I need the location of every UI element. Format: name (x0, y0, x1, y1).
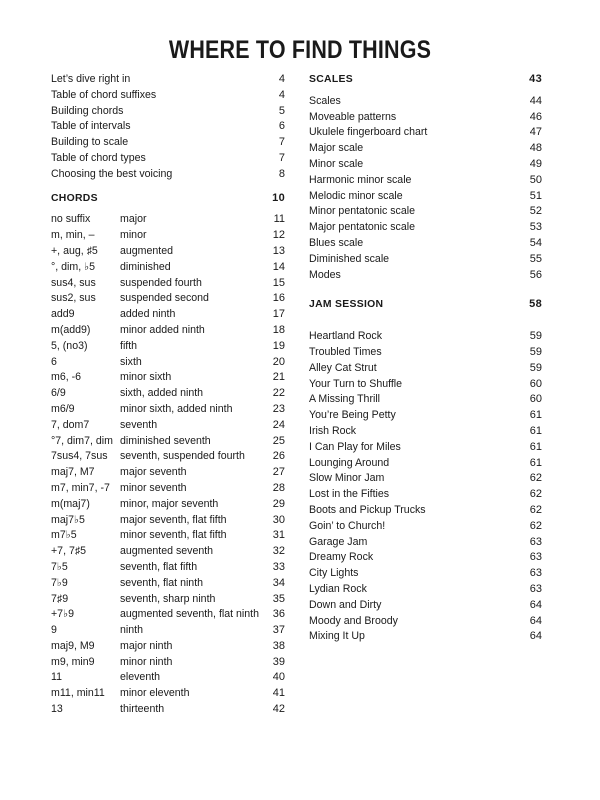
jam-item (309, 392, 542, 408)
jam-item-label: You’re Being Petty (309, 409, 396, 422)
chord-item (51, 260, 285, 276)
chord-page: 22 (272, 387, 285, 400)
chord-symbol: maj7, M7 (51, 466, 95, 479)
chord-page: 27 (272, 466, 285, 479)
jam-item (309, 582, 542, 598)
chord-item (51, 513, 285, 529)
chord-page: 32 (272, 545, 285, 558)
chord-name: major (120, 213, 147, 226)
intro-item (51, 72, 285, 88)
intro-item (51, 88, 285, 104)
chord-name: minor ninth (120, 655, 173, 668)
chord-page: 41 (272, 687, 285, 700)
scale-item (309, 157, 542, 173)
chord-page: 25 (272, 434, 285, 447)
chord-item (51, 339, 285, 355)
scale-item-page: 44 (529, 94, 542, 107)
page-title: WHERE TO FIND THINGS (168, 36, 432, 64)
chord-symbol: m11, min11 (51, 687, 105, 700)
chord-symbol: 6 (51, 355, 57, 368)
chord-name: seventh, flat fifth (120, 560, 198, 573)
left-column (51, 72, 285, 718)
chord-name: augmented seventh (120, 545, 214, 558)
jam-item-label: Lydian Rock (309, 582, 367, 595)
scale-item (309, 220, 542, 236)
scale-item-label: Scales (309, 94, 341, 107)
chord-item (51, 592, 285, 608)
jam-item-label: Boots and Pickup Trucks (309, 503, 426, 516)
chord-name: minor sixth (120, 371, 172, 384)
chord-name: added ninth (120, 308, 176, 321)
chords-section-heading (51, 191, 285, 207)
chord-item (51, 465, 285, 481)
intro-item-page: 8 (278, 167, 285, 180)
jam-item-label: Slow Minor Jam (309, 472, 385, 485)
chords-list (51, 212, 285, 718)
chord-symbol: m7♭5 (51, 529, 77, 542)
chord-page: 19 (272, 339, 285, 352)
scale-item-page: 56 (529, 268, 542, 281)
jam-item-page: 62 (529, 503, 542, 516)
chord-page: 18 (272, 323, 285, 336)
jam-item-page: 59 (529, 330, 542, 343)
scales-heading-page: 43 (529, 73, 542, 85)
intro-item (51, 119, 285, 135)
chord-symbol: sus2, sus (51, 292, 96, 305)
intro-item-page: 7 (278, 136, 285, 149)
chord-symbol: 7♭5 (51, 560, 68, 573)
chord-symbol: 11 (51, 671, 62, 684)
chord-symbol: m9, min9 (51, 655, 95, 668)
intro-item (51, 151, 285, 167)
jam-item (309, 550, 542, 566)
chord-page: 34 (272, 576, 285, 589)
jam-heading-page: 58 (529, 298, 542, 311)
chord-name: suspended second (120, 292, 209, 305)
chord-item (51, 528, 285, 544)
chord-symbol: m(maj7) (51, 497, 90, 510)
chord-name: minor seventh, flat fifth (120, 529, 227, 542)
chord-symbol: m(add9) (51, 323, 91, 336)
chord-symbol: +7, 7♯5 (51, 545, 87, 558)
chord-symbol: +, aug, ♯5 (51, 244, 98, 257)
chord-name: major ninth (120, 639, 173, 652)
chord-page: 28 (272, 481, 285, 494)
chord-item (51, 244, 285, 260)
intro-item-label: Building to scale (51, 136, 129, 149)
intro-item-label: Table of chord suffixes (51, 88, 157, 101)
intro-item-page: 4 (278, 73, 285, 85)
scale-item-label: Moveable patterns (309, 110, 397, 123)
intro-item-page: 5 (278, 104, 285, 117)
intro-item-page: 6 (278, 120, 285, 133)
chord-symbol: +7♭9 (51, 608, 74, 621)
intro-item (51, 135, 285, 151)
jam-item-page: 63 (529, 582, 542, 595)
scale-item (309, 141, 542, 157)
scale-item-label: Major pentatonic scale (309, 221, 415, 234)
jam-item-label: Garage Jam (309, 535, 368, 548)
chord-item (51, 418, 285, 434)
jam-item (309, 503, 542, 519)
intro-item (51, 167, 285, 183)
jam-item-page: 63 (529, 535, 542, 548)
scale-item-page: 52 (529, 205, 542, 218)
jam-item-page: 64 (529, 614, 542, 627)
chord-item (51, 402, 285, 418)
intro-item-label: Table of chord types (51, 151, 146, 164)
jam-item (309, 535, 542, 551)
jam-item (309, 440, 542, 456)
chord-name: seventh, sharp ninth (120, 592, 216, 605)
chord-name: thirteenth (120, 703, 165, 716)
jam-item (309, 487, 542, 503)
chord-name: minor seventh (120, 481, 187, 494)
jam-item-label: Lounging Around (309, 456, 390, 469)
chord-name: sixth (120, 355, 142, 368)
scale-item (309, 173, 542, 189)
jam-item-label: Irish Rock (309, 424, 357, 437)
jam-item-label: Mixing It Up (309, 630, 365, 643)
chord-page: 30 (272, 513, 285, 526)
jam-section-heading (309, 297, 542, 313)
chord-item (51, 607, 285, 623)
jam-item-label: Lost in the Fifties (309, 488, 390, 501)
chord-item (51, 355, 285, 371)
scale-item (309, 189, 542, 205)
scale-item-label: Blues scale (309, 236, 364, 249)
chord-symbol: °7, dim7, dim (51, 434, 113, 447)
chord-item (51, 481, 285, 497)
intro-item (51, 104, 285, 120)
jam-item-page: 64 (529, 630, 542, 643)
chord-symbol: 7, dom7 (51, 418, 90, 431)
chord-item (51, 434, 285, 450)
chord-name: seventh, suspended fourth (120, 450, 245, 463)
chord-item (51, 212, 285, 228)
chord-page: 24 (272, 418, 285, 431)
chord-page: 29 (272, 497, 285, 510)
chord-page: 12 (272, 229, 285, 242)
scale-item-page: 54 (529, 236, 542, 249)
chord-item (51, 576, 285, 592)
chord-item (51, 544, 285, 560)
jam-item-page: 61 (529, 456, 542, 469)
jam-item-page: 59 (529, 361, 542, 374)
scale-item (309, 252, 542, 268)
scale-item-label: Minor pentatonic scale (309, 205, 415, 218)
chord-symbol: 7♭9 (51, 576, 68, 589)
scale-item (309, 236, 542, 252)
chord-symbol: maj9, M9 (51, 639, 95, 652)
chord-symbol: m6, -6 (51, 371, 82, 384)
chord-page: 13 (272, 244, 285, 257)
jam-item-label: A Missing Thrill (309, 393, 381, 406)
scale-item-label: Major scale (309, 142, 364, 155)
chord-symbol: add9 (51, 308, 75, 321)
intro-item-label: Table of intervals (51, 120, 131, 133)
chord-name: augmented (120, 244, 174, 257)
chord-symbol: maj7♭5 (51, 513, 85, 526)
scale-item-page: 50 (529, 173, 542, 186)
jam-item (309, 424, 542, 440)
chord-page: 37 (272, 624, 285, 637)
chord-page: 35 (272, 592, 285, 605)
chord-item (51, 702, 285, 718)
scale-item-page: 55 (529, 252, 542, 265)
scale-item-label: Diminished scale (309, 252, 390, 265)
jam-item-label: I Can Play for Miles (309, 440, 401, 453)
chord-page: 42 (272, 703, 285, 716)
jam-item (309, 471, 542, 487)
jam-item (309, 519, 542, 535)
chord-symbol: 9 (51, 624, 57, 637)
chord-name: seventh, flat ninth (120, 576, 204, 589)
chord-symbol: 7sus4, 7sus (51, 450, 108, 463)
scale-item-page: 46 (529, 110, 542, 123)
scale-item-label: Melodic minor scale (309, 189, 403, 202)
chord-name: minor eleventh (120, 687, 190, 700)
jam-item-page: 64 (529, 598, 542, 611)
chord-item (51, 623, 285, 639)
jam-item-page: 60 (529, 377, 542, 390)
scale-item-label: Ukulele fingerboard chart (309, 126, 428, 139)
jam-item (309, 566, 542, 582)
scale-item-page: 48 (529, 142, 542, 155)
chord-item (51, 449, 285, 465)
scale-item (309, 125, 542, 141)
chord-symbol: sus4, sus (51, 276, 96, 289)
scale-item-label: Harmonic minor scale (309, 173, 412, 186)
chord-page: 17 (272, 308, 285, 321)
jam-item-page: 62 (529, 472, 542, 485)
chord-name: ninth (120, 624, 143, 637)
scale-item-label: Modes (309, 268, 341, 281)
jam-item (309, 361, 542, 377)
jam-item-page: 63 (529, 567, 542, 580)
jam-item (309, 629, 542, 645)
jam-item (309, 614, 542, 630)
chord-name: minor sixth, added ninth (120, 402, 233, 415)
jam-item (309, 408, 542, 424)
chord-name: minor, major seventh (120, 497, 219, 510)
chord-symbol: m7, min7, -7 (51, 481, 110, 494)
jam-item-page: 61 (529, 424, 542, 437)
jam-item-label: Troubled Times (309, 345, 382, 358)
chord-page: 36 (272, 608, 285, 621)
chord-symbol: 6/9 (51, 387, 66, 400)
scale-item (309, 268, 542, 284)
chord-page: 38 (272, 639, 285, 652)
chord-item (51, 497, 285, 513)
chord-name: seventh (120, 418, 158, 431)
chord-item (51, 276, 285, 292)
chord-symbol: °, dim, ♭5 (51, 260, 95, 273)
chord-name: sixth, added ninth (120, 387, 204, 400)
chord-name: augmented seventh, flat ninth (120, 608, 259, 621)
jam-item-page: 59 (529, 345, 542, 358)
chord-item (51, 323, 285, 339)
chord-page: 23 (272, 402, 285, 415)
scale-item-page: 51 (529, 189, 542, 202)
intro-item-page: 4 (278, 88, 285, 101)
chord-page: 11 (273, 213, 285, 226)
jam-item-page: 63 (529, 551, 542, 564)
scale-item (309, 110, 542, 126)
jam-item (309, 456, 542, 472)
chord-page: 39 (272, 655, 285, 668)
chord-item (51, 386, 285, 402)
chord-page: 26 (272, 450, 285, 463)
jam-list (309, 329, 542, 645)
chord-symbol: no suffix (51, 213, 91, 226)
chord-name: minor (120, 229, 147, 242)
chord-name: diminished (120, 260, 171, 273)
chord-name: diminished seventh (120, 434, 211, 447)
jam-item-label: Alley Cat Strut (309, 361, 377, 374)
chord-item (51, 291, 285, 307)
scale-item-page: 49 (529, 157, 542, 170)
chord-item (51, 228, 285, 244)
chord-name: eleventh (120, 671, 161, 684)
intro-item-label: Let’s dive right in (51, 73, 131, 85)
jam-item-page: 62 (529, 519, 542, 532)
scale-item-page: 47 (529, 126, 542, 139)
chord-page: 14 (272, 260, 285, 273)
intro-item-page: 7 (278, 151, 285, 164)
chord-symbol: 13 (51, 703, 63, 716)
intro-item-label: Choosing the best voicing (51, 167, 173, 180)
scale-item-page: 53 (529, 221, 542, 234)
chord-symbol: m, min, – (51, 229, 95, 242)
jam-item-label: City Lights (309, 567, 359, 580)
jam-item-page: 62 (529, 488, 542, 501)
jam-item-label: Moody and Broody (309, 614, 398, 627)
chord-item (51, 560, 285, 576)
chords-heading-label: CHORDS (51, 192, 98, 204)
jam-item (309, 377, 542, 393)
chord-item (51, 639, 285, 655)
scale-item-label: Minor scale (309, 157, 364, 170)
jam-item (309, 345, 542, 361)
right-column (309, 72, 542, 645)
chord-name: major seventh (120, 466, 187, 479)
scale-item (309, 204, 542, 220)
scales-list (309, 94, 542, 284)
chord-symbol: m6/9 (51, 402, 75, 415)
chord-name: major seventh, flat fifth (120, 513, 227, 526)
jam-item-page: 60 (529, 393, 542, 406)
chord-symbol: 7♯9 (51, 592, 69, 605)
chord-symbol: 5, (no3) (51, 339, 88, 352)
chord-item (51, 686, 285, 702)
intro-list (51, 72, 285, 183)
chord-item (51, 370, 285, 386)
scales-heading-label: SCALES (309, 74, 353, 85)
chord-page: 40 (272, 671, 285, 684)
chord-page: 21 (272, 371, 285, 384)
chord-item (51, 655, 285, 671)
chords-heading-page: 10 (272, 191, 285, 204)
scales-section-heading (309, 72, 542, 88)
intro-item-label: Building chords (51, 104, 124, 117)
chord-page: 16 (272, 292, 285, 305)
chord-page: 15 (272, 276, 285, 289)
jam-item-label: Goin’ to Church! (309, 519, 386, 532)
chord-name: fifth (120, 339, 138, 352)
scale-item (309, 94, 542, 110)
chord-item (51, 307, 285, 323)
jam-item-label: Heartland Rock (309, 330, 383, 343)
jam-item-label: Dreamy Rock (309, 551, 374, 564)
chord-name: suspended fourth (120, 276, 202, 289)
jam-item-page: 61 (529, 440, 542, 453)
jam-item-label: Down and Dirty (309, 598, 382, 611)
chord-page: 31 (272, 529, 285, 542)
chord-page: 20 (272, 355, 285, 368)
jam-item (309, 329, 542, 345)
chord-name: minor added ninth (120, 323, 205, 336)
chord-page: 33 (272, 560, 285, 573)
jam-item-page: 61 (529, 409, 542, 422)
jam-item (309, 598, 542, 614)
jam-heading-label: JAM SESSION (309, 299, 384, 311)
jam-item-label: Your Turn to Shuffle (309, 377, 403, 390)
chord-item (51, 670, 285, 686)
